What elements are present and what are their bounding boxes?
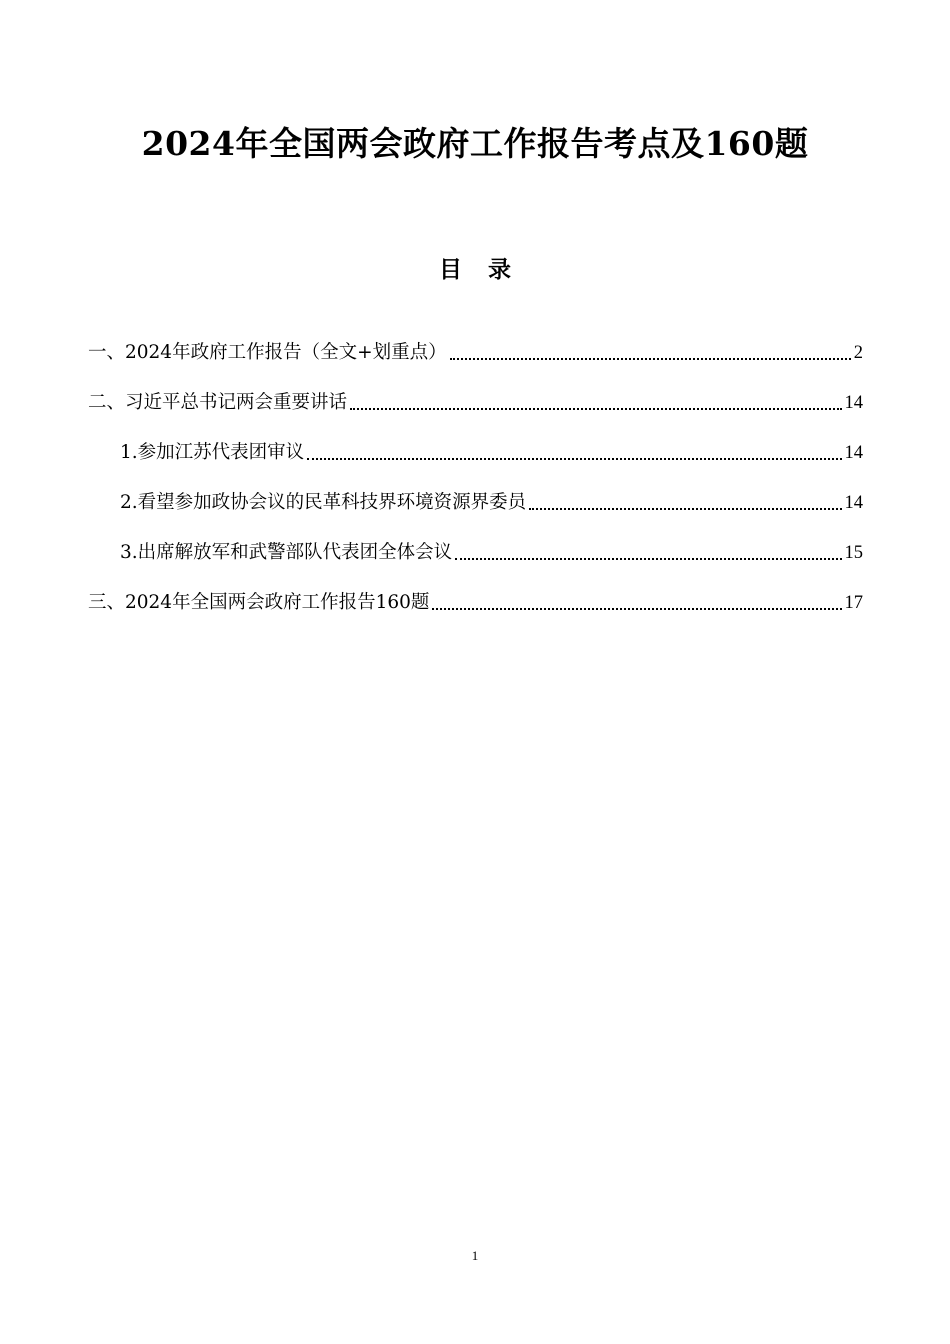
toc-entry-page: 14 — [844, 443, 863, 463]
toc-leader-dots — [307, 457, 841, 460]
toc-entry-page: 15 — [844, 543, 863, 563]
toc-entry-section-1[interactable] — [88, 322, 863, 372]
toc-leader-dots — [450, 357, 851, 360]
toc-entry-subsection-2-2[interactable] — [88, 472, 863, 522]
toc-heading: 目录 — [439, 256, 537, 283]
toc-leader-dots — [529, 507, 841, 510]
toc-entry-page: 14 — [844, 493, 863, 513]
toc-entry-title: 2.看望参加政协会议的民革科技界环境资源界委员 — [120, 492, 527, 513]
toc-leader-dots — [455, 557, 841, 560]
toc-leader-dots — [432, 607, 841, 610]
toc-entry-page: 14 — [844, 393, 863, 413]
toc-entry-title: 三、2024年全国两会政府工作报告160题 — [88, 592, 430, 613]
toc-leader-dots — [350, 407, 841, 410]
table-of-contents — [88, 322, 863, 622]
toc-entry-page: 17 — [844, 593, 863, 613]
toc-entry-subsection-2-1[interactable] — [88, 422, 863, 472]
toc-entry-title: 一、2024年政府工作报告（全文+划重点） — [88, 342, 447, 363]
toc-entry-title: 3.出席解放军和武警部队代表团全体会议 — [120, 542, 453, 563]
toc-entry-section-3[interactable] — [88, 572, 863, 622]
toc-entry-subsection-2-3[interactable] — [88, 522, 863, 572]
toc-entry-section-2[interactable] — [88, 372, 863, 422]
toc-entry-title: 二、习近平总书记两会重要讲话 — [88, 392, 348, 413]
toc-entry-title: 1.参加江苏代表团审议 — [120, 442, 305, 463]
page-number: 1 — [471, 1248, 479, 1263]
document-title: 2024年全国两会政府工作报告考点及160题 — [141, 124, 809, 163]
toc-entry-page: 2 — [853, 343, 863, 363]
